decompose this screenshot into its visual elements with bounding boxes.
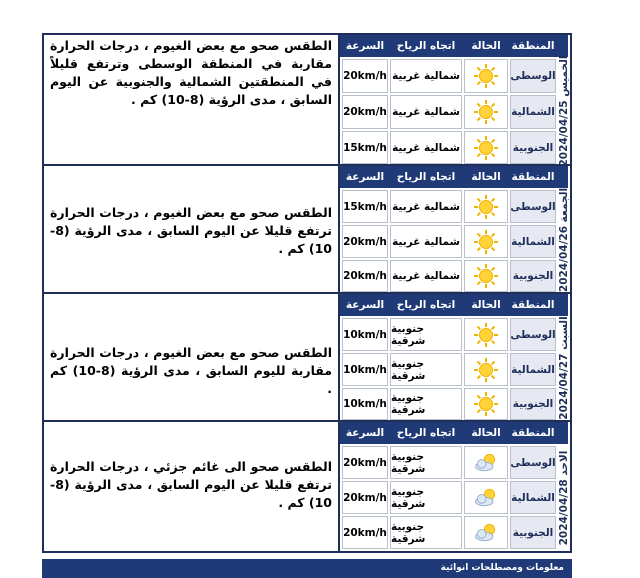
day-grid xyxy=(340,166,568,292)
region-cell: الشمالية xyxy=(510,95,556,129)
region-cell: الجنوبية xyxy=(510,260,556,292)
table-row xyxy=(340,516,568,549)
table-row xyxy=(340,260,568,292)
speed-cell: 10km/h xyxy=(342,388,388,420)
header-wind-direction: اتجاه الرياح xyxy=(396,171,456,183)
table-header xyxy=(340,294,568,316)
condition-cell xyxy=(464,388,508,420)
sun-icon xyxy=(473,263,499,289)
region-cell: الجنوبية xyxy=(510,131,556,164)
region-cell: الوسطى xyxy=(510,190,556,223)
sun-icon xyxy=(473,135,499,161)
condition-cell xyxy=(464,59,508,93)
speed-cell: 20km/h xyxy=(342,446,388,479)
direction-cell: جنوبية شرقية xyxy=(390,481,462,514)
table-row xyxy=(340,95,568,129)
day-description: الطقس صحو مع بعض الغيوم ، درجات الحرارة مقاربة لليوم السابق ، مدى الرؤية (8-10) كم . xyxy=(44,294,340,420)
table-row xyxy=(340,190,568,223)
condition-cell xyxy=(464,260,508,292)
sun-icon xyxy=(473,357,499,383)
speed-cell: 20km/h xyxy=(342,59,388,93)
sun-icon xyxy=(473,322,499,348)
day-block xyxy=(44,422,570,551)
footer-bar: معلومات ومصطلحات انوائية xyxy=(42,559,572,578)
header-speed: السرعة xyxy=(345,40,385,52)
direction-cell: شمالية غربية xyxy=(390,95,462,129)
direction-cell: شمالية غربية xyxy=(390,260,462,292)
table-row xyxy=(340,318,568,351)
region-cell: الوسطى xyxy=(510,318,556,351)
table-row xyxy=(340,481,568,514)
sun-cloud-icon xyxy=(473,520,499,546)
table-header xyxy=(340,35,568,57)
speed-cell: 20km/h xyxy=(342,225,388,258)
direction-cell: جنوبية شرقية xyxy=(390,516,462,549)
condition-cell xyxy=(464,446,508,479)
condition-cell xyxy=(464,353,508,386)
direction-cell: شمالية غربية xyxy=(390,131,462,164)
sun-icon xyxy=(473,229,499,255)
condition-cell xyxy=(464,481,508,514)
sun-icon xyxy=(473,99,499,125)
table-row xyxy=(340,59,568,93)
forecast-table xyxy=(42,33,572,553)
day-description: الطقس صحو مع بعض الغيوم ، درجات الحرارة ترتفع قليلا عن اليوم السابق ، مدى الرؤية (8-10) كم . xyxy=(44,166,340,292)
table-row xyxy=(340,225,568,258)
day-block xyxy=(44,294,570,422)
speed-cell: 20km/h xyxy=(342,95,388,129)
condition-cell xyxy=(464,131,508,164)
day-grid xyxy=(340,294,568,420)
day-block xyxy=(44,166,570,294)
condition-cell xyxy=(464,318,508,351)
region-cell: الشمالية xyxy=(510,225,556,258)
region-cell: الشمالية xyxy=(510,481,556,514)
table-row xyxy=(340,353,568,386)
direction-cell: شمالية غربية xyxy=(390,225,462,258)
speed-cell: 20km/h xyxy=(342,516,388,549)
day-date: السبت 2024/04/27 xyxy=(558,316,570,420)
speed-cell: 20km/h xyxy=(342,481,388,514)
direction-cell: شمالية غربية xyxy=(390,59,462,93)
sun-cloud-icon xyxy=(473,450,499,476)
sun-icon xyxy=(473,391,499,417)
header-speed: السرعة xyxy=(345,171,385,183)
day-grid xyxy=(340,35,570,167)
day-date: الجمعة 2024/04/26 xyxy=(558,187,570,293)
sun-icon xyxy=(473,63,499,89)
header-region: المنطقة xyxy=(511,171,555,183)
header-wind-direction: اتجاه الرياح xyxy=(396,299,456,311)
header-condition: الحالة xyxy=(471,40,501,52)
header-wind-direction: اتجاه الرياح xyxy=(396,40,456,52)
header-region: المنطقة xyxy=(511,299,555,311)
day-date: الخميس 2024/04/25 xyxy=(558,54,570,167)
header-speed: السرعة xyxy=(345,427,385,439)
speed-cell: 20km/h xyxy=(342,260,388,292)
table-header xyxy=(340,166,568,188)
day-block xyxy=(44,35,570,166)
day-description: الطقس صحو مع بعض الغيوم ، درجات الحرارة مقاربة في المنطقة الوسطى وترتفع قليلاً في المنطقتين الشمالية والجنوبية عن اليوم السابق ، مدى الرؤية (8-10) كم . xyxy=(44,35,340,164)
direction-cell: جنوبية شرقية xyxy=(390,446,462,479)
header-condition: الحالة xyxy=(471,299,501,311)
condition-cell xyxy=(464,190,508,223)
speed-cell: 15km/h xyxy=(342,190,388,223)
condition-cell xyxy=(464,95,508,129)
condition-cell xyxy=(464,225,508,258)
region-cell: الوسطى xyxy=(510,59,556,93)
region-cell: الجنوبية xyxy=(510,388,556,420)
speed-cell: 15km/h xyxy=(342,131,388,164)
header-region: المنطقة xyxy=(511,40,555,52)
direction-cell: جنوبية شرقية xyxy=(390,388,462,420)
direction-cell: جنوبية شرقية xyxy=(390,353,462,386)
sun-cloud-icon xyxy=(473,485,499,511)
direction-cell: جنوبية شرقية xyxy=(390,318,462,351)
region-cell: الجنوبية xyxy=(510,516,556,549)
speed-cell: 10km/h xyxy=(342,318,388,351)
region-cell: الشمالية xyxy=(510,353,556,386)
header-speed: السرعة xyxy=(345,299,385,311)
speed-cell: 10km/h xyxy=(342,353,388,386)
region-cell: الوسطى xyxy=(510,446,556,479)
day-description: الطقس صحو الى غائم جزئي ، درجات الحرارة ترتفع قليلا عن اليوم السابق ، مدى الرؤية (8-10) كم . xyxy=(44,422,340,551)
direction-cell: شمالية غربية xyxy=(390,190,462,223)
table-header xyxy=(340,422,568,444)
header-condition: الحالة xyxy=(471,427,501,439)
table-row xyxy=(340,131,568,164)
table-row xyxy=(340,446,568,479)
condition-cell xyxy=(464,516,508,549)
header-wind-direction: اتجاه الرياح xyxy=(396,427,456,439)
day-date: الاحد 2024/04/28 xyxy=(558,444,570,551)
day-grid xyxy=(340,422,568,551)
table-row xyxy=(340,388,568,420)
header-region: المنطقة xyxy=(511,427,555,439)
header-condition: الحالة xyxy=(471,171,501,183)
sun-icon xyxy=(473,194,499,220)
